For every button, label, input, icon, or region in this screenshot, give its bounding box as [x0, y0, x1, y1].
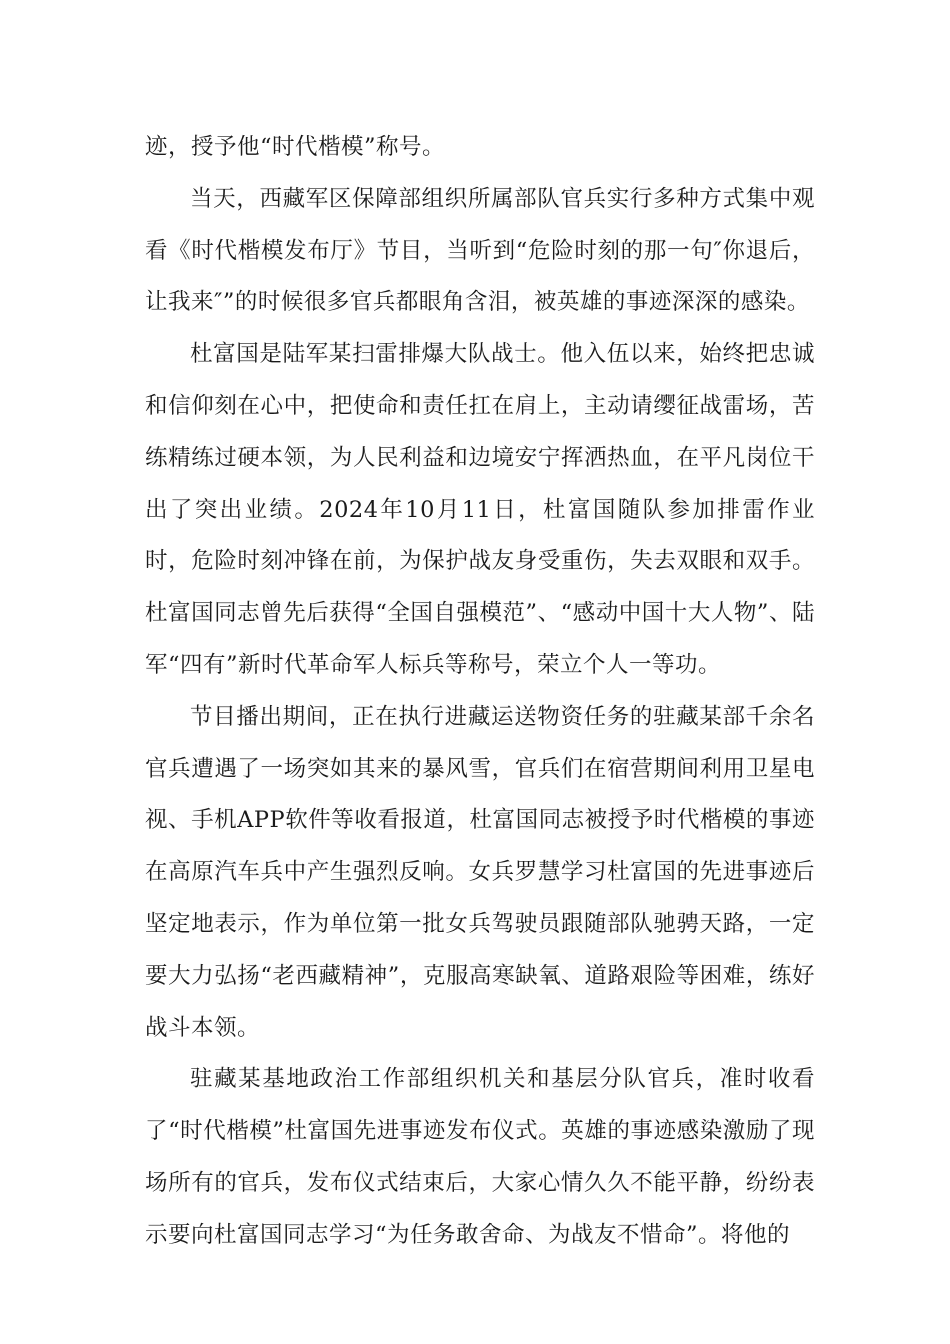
paragraph: 杜富国是陆军某扫雷排爆大队战士。他入伍以来，始终把忠诚和信仰刻在心中，把使命和责任扛在肩上，主动请缨征战雷场，苦练精练过硬本领，为人民利益和边境安宁挥洒热血，在平凡岗位干出了突出业绩。2024年10月11日，杜富国随队参加排雷作业时，危险时刻冲锋在前，为保护战友身受重伤，失去双眼和双手。杜富国同志曾先后获得“全国自强模范”、“感动中国十大人物”、陆军“四有”新时代革命军人标兵等称号，荣立个人一等功。: [145, 341, 815, 678]
paragraph: 驻藏某基地政治工作部组织机关和基层分队官兵，准时收看了“时代楷模”杜富国先进事迹发布仪式。英雄的事迹感染激励了现场所有的官兵，发布仪式结束后，大家心情久久不能平静，纷纷表示要向杜富国同志学习“为任务敢舍命、为战友不惜命”。将他的: [145, 1066, 815, 1248]
paragraph-continuation: 迹，授予他“时代楷模”称号。: [145, 134, 446, 160]
paragraph: 当天，西藏军区保障部组织所属部队官兵实行多种方式集中观看《时代楷模发布厅》节目，当听到“危险时刻的那一句″你退后，让我来″”的时候很多官兵都眼角含泪，被英雄的事迹深深的感染。: [145, 185, 815, 316]
paragraph: 节目播出期间，正在执行进藏运送物资任务的驻藏某部千余名官兵遭遇了一场突如其来的暴风雪，官兵们在宿营期间利用卫星电视、手机APP软件等收看报道，杜富国同志被授予时代楷模的事迹在高原汽车兵中产生强烈反响。女兵罗慧学习杜富国的先进事迹后坚定地表示，作为单位第一批女兵驾驶员跟随部队驰骋天路，一定要大力弘扬“老西藏精神”，克服高寒缺氧、道路艰险等困难，练好战斗本领。: [145, 703, 815, 1041]
document-body: [145, 122, 815, 1262]
